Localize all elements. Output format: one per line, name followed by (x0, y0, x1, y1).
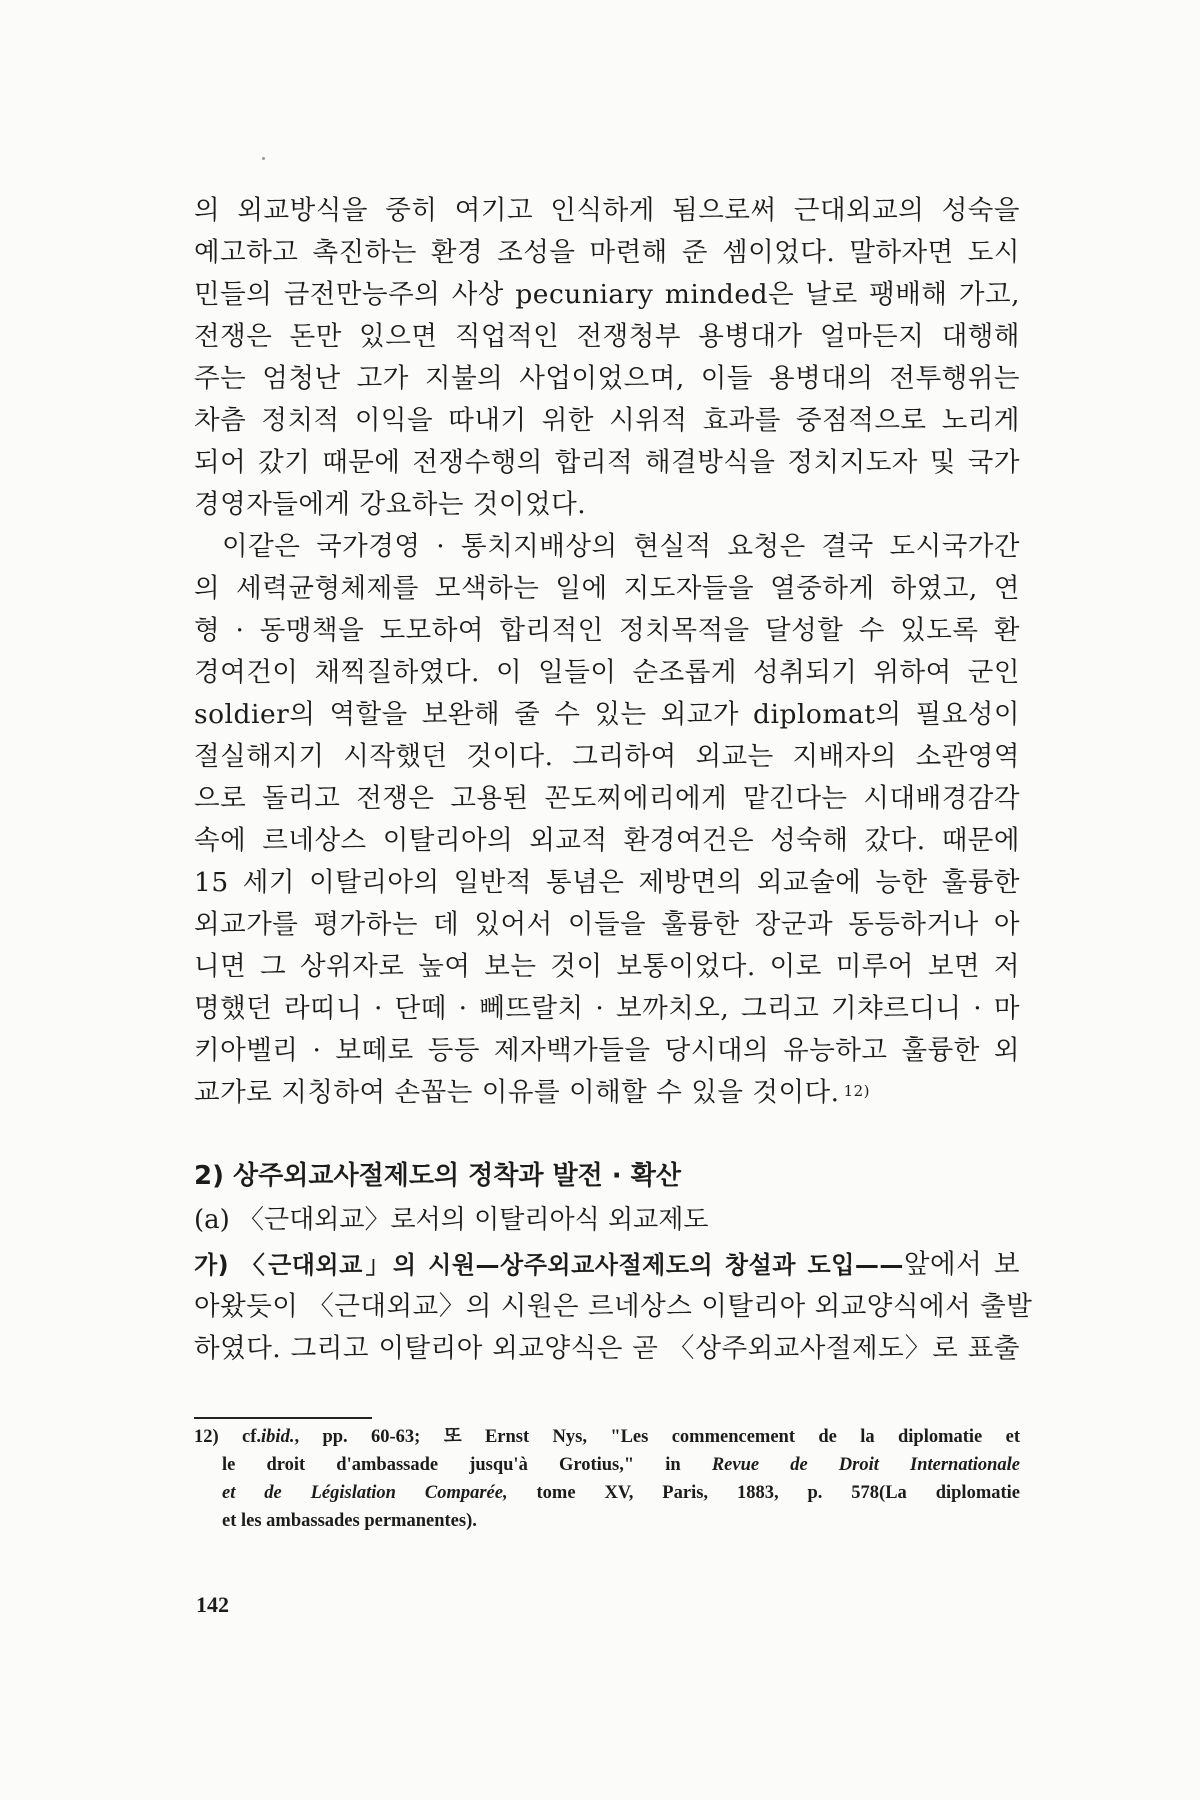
text-line: 명했던 라띠니 · 단떼 · 뻬뜨랄치 · 보까치오, 그리고 기챠르디니 · 마 (194, 993, 1020, 1024)
subsection-heading: (a) 〈근대외교〉로서의 이탈리아식 외교제도 (194, 1205, 709, 1235)
text-line: 의 외교방식을 중히 여기고 인식하게 됨으로써 근대외교의 성숙을 (194, 195, 1020, 226)
footnote-label: 12) (194, 1427, 219, 1447)
footnote-line (222, 1452, 1020, 1479)
text-line: 아왔듯이 〈근대외교〉의 시원은 르네상스 이탈리아 외교양식에서 출발 (194, 1291, 1033, 1322)
text-line: 하였다. 그리고 이탈리아 외교양식은 곧 〈상주외교사절제도〉로 표출 (194, 1333, 1020, 1364)
footnote-text: , pp. 60-63; 또 Ernst Nys, "Les commencement de la diplomatie et (294, 1427, 1020, 1447)
footnote-reference[interactable]: 12) (843, 1082, 871, 1100)
footnote-line (222, 1480, 1020, 1507)
text-line-content: 교가로 지칭하여 손꼽는 이유를 이해할 수 있을 것이다. (194, 1077, 840, 1108)
footnote-text: le droit d'ambassade jusqu'à Grotius," in (222, 1455, 681, 1475)
footnote-text: cf. (242, 1427, 262, 1447)
text-line: 이같은 국가경영 · 통치지배상의 현실적 요청은 결국 도시국가간 (222, 531, 1020, 562)
footnote-line (194, 1424, 1020, 1451)
page-number: 142 (196, 1592, 229, 1617)
footnote-divider (194, 1417, 372, 1419)
paragraph-lead: 가) 〈근대외교」의 시원—상주외교사절제도의 창설과 도입—— (194, 1251, 904, 1279)
text-line: 키아벨리 · 보떼로 등등 제자백가들을 당시대의 유능하고 훌륭한 외 (194, 1035, 1020, 1066)
text-line: 으로 돌리고 전쟁은 고용된 꼰도찌에리에게 맡긴다는 시대배경감각 (194, 783, 1020, 814)
text-line: 경영자들에게 강요하는 것이었다. (194, 489, 587, 520)
text-line: 형 · 동맹책을 도모하여 합리적인 정치목적을 달성할 수 있도록 환 (194, 615, 1020, 646)
text-line: 전쟁은 돈만 있으면 직업적인 전쟁청부 용병대가 얼마든지 대행해 (194, 321, 1020, 352)
text-line: 되어 갔기 때문에 전쟁수행의 합리적 해결방식을 정치지도자 및 국가 (194, 447, 1020, 478)
text-line: 주는 엄청난 고가 지불의 사업이었으며, 이들 용병대의 전투행위는 (194, 363, 1020, 394)
text-line: 니면 그 상위자로 높여 보는 것이 보통이었다. 이로 미루어 보면 저 (194, 951, 1020, 982)
text-line: 의 세력균형체제를 모색하는 일에 지도자들을 열중하게 하였고, 연 (194, 573, 1020, 604)
text-line: soldier의 역할을 보완해 줄 수 있는 외교가 diplomat의 필요성이 (194, 699, 1020, 730)
text-line: 속에 르네상스 이탈리아의 외교적 환경여건은 성숙해 갔다. 때문에 (194, 825, 1020, 856)
footnote-italic: ibid. (261, 1427, 295, 1447)
footnote-italic: et de Législation Comparée, (222, 1483, 508, 1503)
section-heading: 2) 상주외교사절제도의 정착과 발전 · 확산 (194, 1161, 681, 1191)
text-line-content: 앞에서 보 (903, 1249, 1021, 1280)
text-line: 15 세기 이탈리아의 일반적 통념은 제방면의 외교술에 능한 훌륭한 (194, 867, 1020, 898)
text-line (194, 1076, 1020, 1110)
text-line: 외교가를 평가하는 데 있어서 이들을 훌륭한 장군과 동등하거나 아 (194, 909, 1020, 940)
text-line: 차츰 정치적 이익을 따내기 위한 시위적 효과를 중점적으로 노리게 (194, 405, 1020, 436)
text-line: 민들의 금전만능주의 사상 pecuniary minded은 날로 팽배해 가고, (194, 279, 1020, 310)
text-line (194, 1248, 1020, 1282)
text-line: 예고하고 촉진하는 환경 조성을 마련해 준 셈이었다. 말하자면 도시 (194, 237, 1020, 268)
scan-speck (262, 157, 265, 160)
footnote-text: tome XV, Paris, 1883, p. 578(La diplomatie (536, 1483, 1020, 1503)
footnote-line: et les ambassades permanentes). (222, 1511, 477, 1531)
text-line: 절실해지기 시작했던 것이다. 그리하여 외교는 지배자의 소관영역 (194, 741, 1020, 772)
footnote-italic: Revue de Droit Internationale (711, 1455, 1021, 1475)
text-line: 경여건이 채찍질하였다. 이 일들이 순조롭게 성취되기 위하여 군인 (194, 657, 1020, 688)
